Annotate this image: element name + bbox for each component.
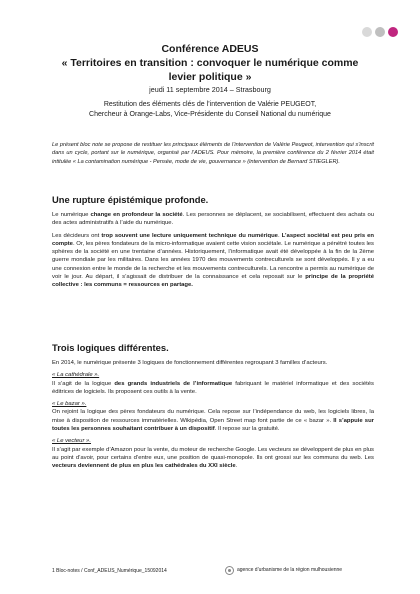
footer-agency — [225, 566, 342, 575]
agency-logo-icon — [225, 566, 234, 575]
paragraph-cathedrale: Il s’agit de la logique des grands industriels de l’informatique fabriquant le matériel informatique et des sociétés éditrices de logiciels. Ils proposent ces outils à la vente. — [52, 380, 374, 395]
paragraph-logiques-intro: En 2014, le numérique présente 3 logiques de fonctionnement différentes regroupant 3 familles d’acteurs. — [52, 360, 328, 366]
paragraph-decideurs: Les décideurs ont trop souvent une lecture uniquement technique du numérique. L’aspect sociétal est peu pris en compte. Or, les pères fondateurs de la micro-informatique avaient cette vision sociétale. Le numérique a pénétré toutes les sphères de la société en une trentaine d’années. Historiquement, l’informatique avait été développée à la fin de la 2ème guerre mondiale par les militaires. Dans les années 1970 des mouvements contreculturels se sont développés. Il y a eu une connexion entre le monde de la recherche et les mouvements contreculturels. La rencontre a permis au numérique de voir le jour. Au départ, il s’agissait de distribuer de la connaissance et cela reposait sur le principe de la propriété collective : les communs = ressources en partage. — [52, 232, 375, 289]
label-cathedrale: « La cathédrale ». — [52, 372, 100, 379]
restitution-line-2: Chercheur à Orange-Labs, Vice-Présidente du Conseil National du numérique — [89, 111, 331, 118]
section-heading-logiques: Trois logiques différentes. — [52, 342, 169, 353]
section-rupture — [52, 194, 374, 294]
agency-name: agence d’urbanisme de la région mulhousienne — [237, 567, 343, 573]
paragraph-bazar: On rejoint la logique des pères fondateurs du numérique. Cela repose sur l’indépendance du web, les logiciels libres, la mise à disposition de ressources immatérielles. Wikipédia, Open Street map font partie de ce « bazar ». Il s’appuie sur toutes les personnes souhaitant contribuer à un dispositif. Il repose sur la gratuité. — [52, 409, 374, 433]
dot-light — [362, 27, 372, 37]
document-header — [40, 42, 380, 120]
title-line-3: levier politique » — [168, 71, 252, 83]
dot-medium — [375, 27, 385, 37]
paragraph-vecteur: Il s’agit par exemple d’Amazon pour la vente, du moteur de recherche Google. Les vecteurs se développent de plus en plus au point d’avoir, pour certains d’entre eux, une position de quasi-monopole. Ils ont grossi sur les communs du web. Les vecteurs deviennent de plus en plus les cathédrales du XXI siècle. — [52, 446, 374, 470]
restitution-line-1: Restitution des éléments clés de l’intervention de Valérie PEUGEOT, — [103, 101, 317, 108]
title-line-2: « Territoires en transition : convoquer le numérique comme — [61, 57, 359, 69]
section-heading-rupture: Une rupture épistémique profonde. — [52, 194, 209, 205]
decorative-dots — [362, 27, 398, 37]
label-bazar: « Le bazar ». — [52, 401, 87, 408]
restitution-text — [40, 100, 380, 120]
event-date: jeudi 11 septembre 2014 – Strasbourg — [149, 85, 271, 94]
dot-accent — [388, 27, 398, 37]
paragraph-change: Le numérique change en profondeur la société. Les personnes se déplacent, se sociabilisent, effectuent des achats ou des actes administratifs à l’aide du numérique. — [52, 212, 374, 227]
title-line-1: Conférence ADEUS — [161, 43, 259, 55]
intro-note: Le présent bloc note se propose de restituer les principaux éléments de l’intervention de Valérie Peugeot, intervention qui s’inscrit dans un cycle, portant sur le numérique, organisé par l’ADEUS. Pour mémoire, la première conférence du 2 février 2014 était intitulée « La contamination numérique - Pensée, mode de vie, gouvernance » (intervention de Bernard STIEGLER). — [52, 142, 374, 165]
footer-document-ref: 1 Bloc-notes / Conf_ADEUS_Numérique_15092014 — [52, 568, 167, 574]
label-vecteur: « Le vecteur ». — [52, 438, 91, 445]
section-logiques — [52, 342, 374, 475]
